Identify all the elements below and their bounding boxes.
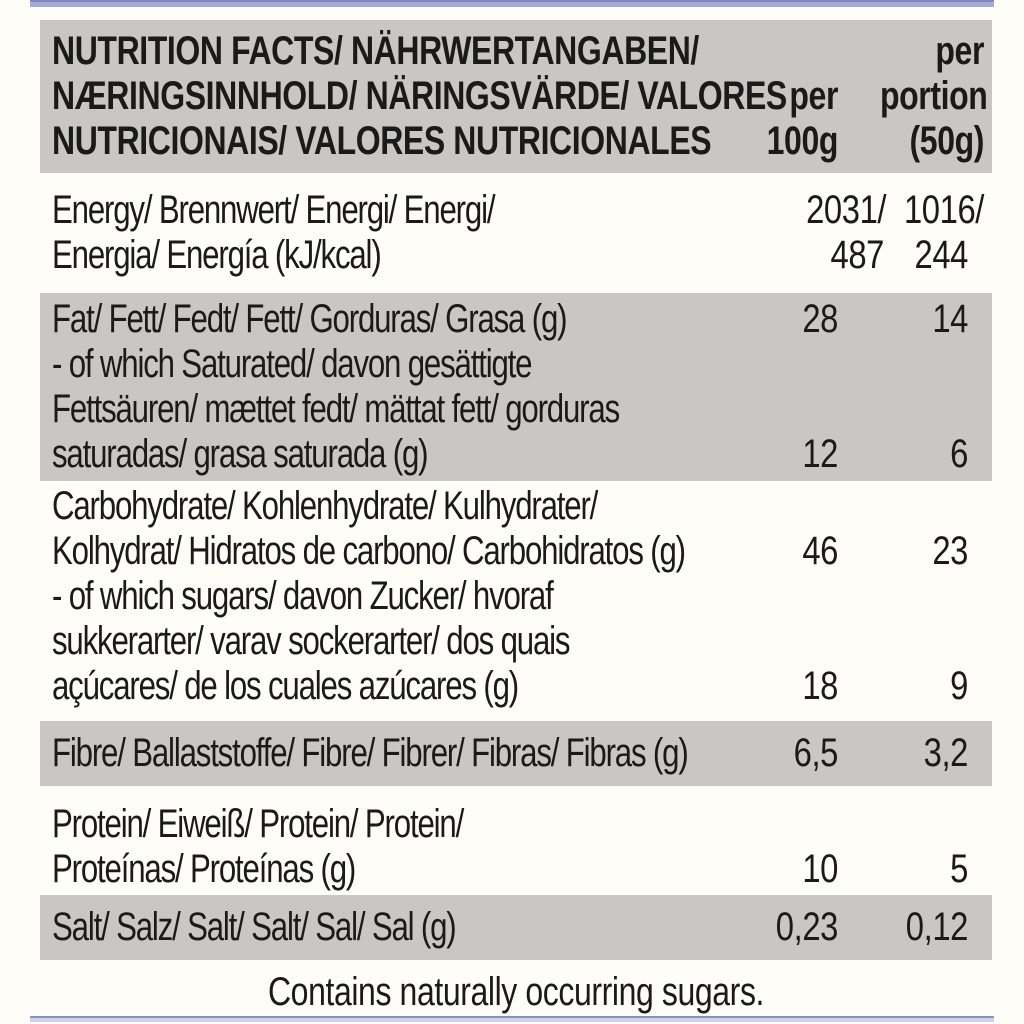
saturated-fat-per-100g-number: 12 [802, 432, 838, 476]
carbohydrate-label-line-2: Kolhydrat/ Hidratos de carbono/ Carbohidratos (g) [52, 529, 685, 573]
fat-per-100g-number: 28 [802, 297, 838, 341]
fat-label-line: Fat/ Fett/ Fedt/ Fett/ Gorduras/ Grasa (g) [52, 297, 567, 341]
salt-per-100g-value [743, 905, 838, 950]
protein-row [40, 802, 992, 892]
protein-per-portion-value [838, 847, 968, 892]
carbohydrate-row [40, 484, 992, 574]
salt-section [40, 895, 992, 960]
carbohydrate-label [52, 484, 743, 574]
per-100g-line-2: 100g [766, 119, 838, 163]
sugars-label-line-3: açúcares/ de los cuales azúcares (g) [52, 664, 519, 708]
salt-label [52, 905, 743, 950]
fat-section [40, 293, 992, 481]
energy-per-portion-kcal: 244 [914, 233, 968, 277]
header-section [40, 20, 992, 173]
protein-label [52, 802, 743, 892]
saturated-fat-label-line-1: - of which Saturated/ davon gesättigte [52, 342, 532, 386]
protein-per-100g-number: 10 [802, 847, 838, 891]
table-title-line-2: NÆRINGSINNHOLD/ NÄRINGSVÄRDE/ VALORES [52, 74, 787, 118]
energy-section [40, 173, 992, 293]
saturated-fat-row [40, 342, 992, 477]
per-portion-line-3: (50g) [909, 119, 984, 163]
footer-note-section [40, 960, 992, 1015]
footer-note: Contains naturally occurring sugars. [267, 970, 765, 1014]
protein-section [40, 786, 992, 894]
carbohydrate-per-portion-value [838, 529, 968, 574]
fat-per-portion-value [838, 297, 968, 342]
carbohydrate-per-100g-number: 46 [802, 529, 838, 573]
energy-per-100g-kcal: 487 [830, 233, 884, 277]
table-title [52, 29, 787, 164]
fibre-per-portion-number: 3,2 [923, 731, 968, 775]
salt-per-100g-number: 0,23 [775, 905, 838, 949]
energy-label [52, 188, 743, 278]
carbohydrate-section [40, 481, 992, 712]
sugars-per-100g-value [743, 664, 838, 709]
sugars-row [40, 574, 992, 709]
fat-row [40, 297, 992, 342]
fat-label [52, 297, 743, 342]
protein-per-100g-value [743, 847, 838, 892]
sugars-label [52, 574, 743, 709]
fibre-label [52, 731, 743, 776]
sugars-label-line-2: sukkerarter/ varav sockerarter/ dos quais [52, 619, 570, 663]
column-header-per-portion [854, 29, 988, 164]
per-100g-line-1: per [789, 74, 838, 118]
saturated-fat-label-line-2: Fettsäuren/ mættet fedt/ mättat fett/ gorduras [52, 387, 619, 431]
per-portion-line-1: per [935, 29, 984, 73]
fibre-row [40, 731, 992, 776]
protein-label-line-2: Proteínas/ Proteínas (g) [52, 847, 356, 891]
saturated-fat-label-line-3: saturadas/ grasa saturada (g) [52, 432, 428, 476]
nutrition-facts-table [40, 20, 992, 1015]
per-portion-line-2: portion [880, 74, 988, 118]
carbohydrate-per-100g-value [743, 529, 838, 574]
fibre-label-line: Fibre/ Ballaststoffe/ Fibre/ Fibrer/ Fibras/ Fibras (g) [52, 731, 688, 775]
saturated-fat-per-100g-value [743, 432, 838, 477]
protein-label-line-1: Protein/ Eiweiß/ Protein/ Protein/ [52, 802, 464, 846]
sugars-per-100g-number: 18 [802, 664, 838, 708]
saturated-fat-label [52, 342, 743, 477]
header-row [40, 29, 992, 164]
table-title-line-3: NUTRICIONAIS/ VALORES NUTRICIONALES [52, 119, 712, 163]
salt-row [40, 905, 992, 950]
carbohydrate-label-line-1: Carbohydrate/ Kohlenhydrate/ Kulhydrater/ [52, 484, 598, 528]
top-border-bar [30, 0, 994, 7]
bottom-border-bar [30, 1016, 994, 1022]
fibre-per-portion-value [838, 731, 968, 776]
salt-label-line: Salt/ Salz/ Salt/ Salt/ Sal/ Sal (g) [52, 905, 456, 949]
saturated-fat-per-portion-number: 6 [950, 432, 968, 476]
sugars-per-portion-value [838, 664, 968, 709]
energy-row [40, 188, 992, 278]
energy-per-portion-kj: 1016/ [903, 188, 984, 232]
salt-per-portion-value [838, 905, 968, 950]
sugars-per-portion-number: 9 [950, 664, 968, 708]
fibre-per-100g-value [743, 731, 838, 776]
fibre-per-100g-number: 6,5 [793, 731, 838, 775]
energy-label-line-2: Energia/ Energía (kJ/kcal) [52, 233, 381, 277]
protein-per-portion-number: 5 [950, 847, 968, 891]
fibre-section [40, 721, 992, 786]
saturated-fat-per-portion-value [838, 432, 968, 477]
sugars-label-line-1: - of which sugars/ davon Zucker/ hvoraf [52, 574, 553, 618]
fat-per-portion-number: 14 [932, 297, 968, 341]
energy-per-100g-kj: 2031/ [806, 188, 887, 232]
energy-label-line-1: Energy/ Brennwert/ Energi/ Energi/ [52, 188, 495, 232]
fat-per-100g-value [743, 297, 838, 342]
carbohydrate-per-portion-number: 23 [932, 529, 968, 573]
table-title-line-1: NUTRITION FACTS/ NÄHRWERTANGABEN/ [52, 29, 699, 73]
salt-per-portion-number: 0,12 [905, 905, 968, 949]
